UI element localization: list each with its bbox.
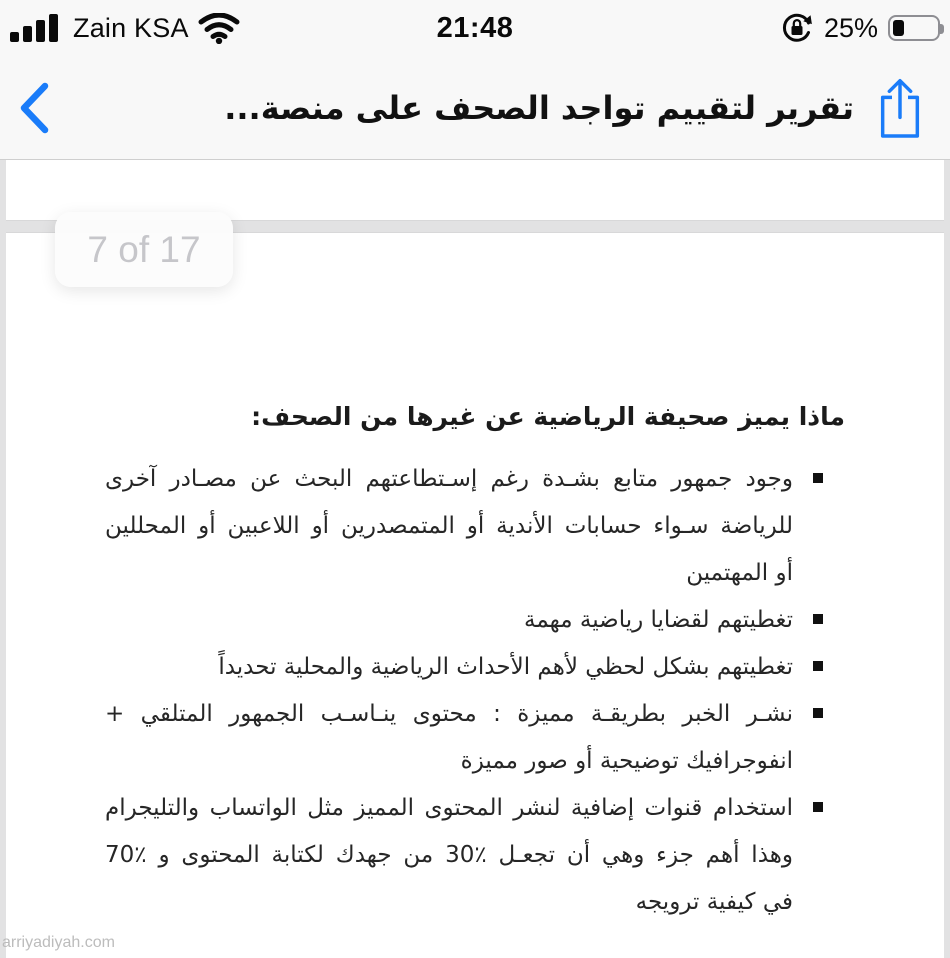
bullet-item-2 bbox=[105, 597, 845, 644]
bullet-square-icon bbox=[813, 473, 823, 483]
doc-line: وجود جمهور متابع بشـدة رغم إسـتطاعتهم البحث عن مصـادر آخرى bbox=[105, 466, 793, 492]
rotation-lock-icon bbox=[780, 11, 814, 45]
battery-tip bbox=[940, 24, 944, 34]
battery-percent-label: 25% bbox=[823, 12, 878, 43]
doc-line: أو المهتمين bbox=[686, 560, 793, 586]
battery-icon bbox=[888, 15, 940, 41]
watermark: arriyadiyah.com bbox=[2, 934, 115, 951]
carrier-label: Zain KSA bbox=[73, 12, 189, 43]
doc-line: تغطيتهم بشكل لحظي لأهم الأحداث الرياضية والمحلية تحديداً bbox=[218, 654, 793, 680]
doc-heading: ماذا يميز صحيفة الرياضية عن غيرها من الصحف: bbox=[251, 402, 845, 431]
bullet-item-3 bbox=[105, 644, 845, 691]
doc-line: في كيفية ترويجه bbox=[635, 889, 793, 915]
doc-line: نشـر الخبر بطريقـة مميزة : محتوى ينـاسـب الجمهور المتلقي + bbox=[105, 701, 793, 727]
status-bar bbox=[0, 0, 950, 56]
status-bar-right bbox=[780, 0, 940, 56]
doc-line: تغطيتهم لقضايا رياضية مهمة bbox=[524, 607, 793, 633]
bullet-square-icon bbox=[813, 708, 823, 718]
battery-fill bbox=[893, 20, 904, 36]
bullet-square-icon bbox=[813, 614, 823, 624]
bullet-item-1 bbox=[105, 456, 845, 597]
document-scroll-area[interactable] bbox=[0, 160, 950, 958]
document-title: تقرير لتقييم تواجد الصحف على منصة... bbox=[224, 88, 854, 127]
nav-bar bbox=[0, 56, 950, 160]
bullet-square-icon bbox=[813, 661, 823, 671]
page-7 bbox=[6, 232, 944, 958]
doc-line: انفوجرافيك توضيحية أو صور مميزة bbox=[460, 748, 793, 774]
doc-line: للرياضة سـواء حسابات الأندية أو المتمصدرين أو اللاعبين أو المحللين bbox=[105, 513, 793, 539]
clock: 21:48 bbox=[436, 11, 514, 44]
page-7-content bbox=[6, 233, 944, 926]
doc-line: وهذا أهم جزء وهي أن تجعـل ٪30 من جهدك لكتابة المحتوى و ٪70 bbox=[105, 842, 794, 868]
bullet-item-4 bbox=[105, 691, 845, 785]
bullet-item-5 bbox=[105, 785, 845, 926]
chevron-left-icon bbox=[16, 81, 52, 135]
page-indicator-label: 7 of 17 bbox=[87, 228, 201, 270]
page-indicator bbox=[55, 212, 233, 287]
doc-line: استخدام قنوات إضافية لنشر المحتوى المميز مثل الواتساب والتليجرام bbox=[105, 795, 793, 821]
share-icon bbox=[872, 76, 928, 140]
share-button[interactable] bbox=[868, 72, 932, 144]
bullet-square-icon bbox=[813, 802, 823, 812]
back-button[interactable] bbox=[12, 77, 56, 139]
